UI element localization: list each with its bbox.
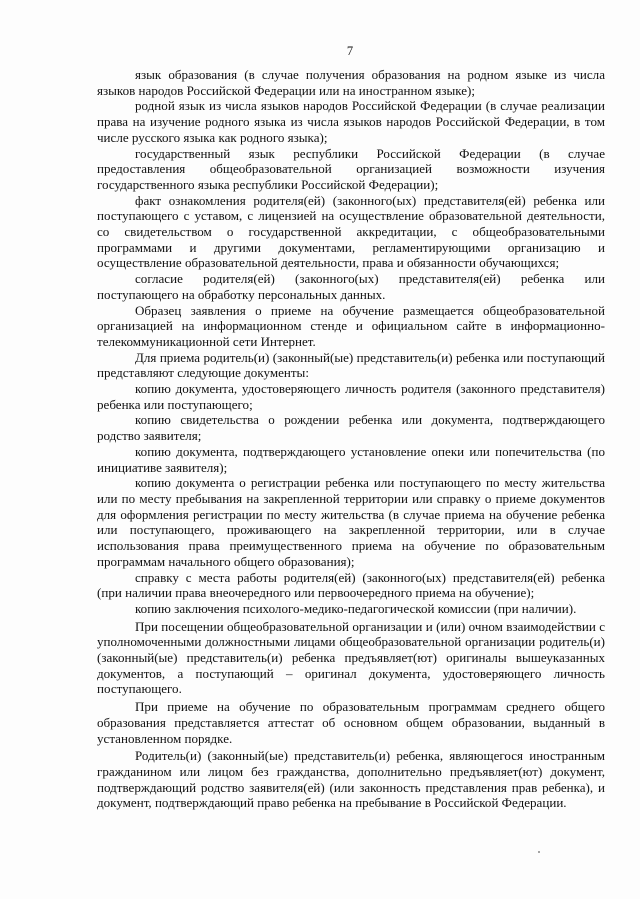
paragraph-registration: копию документа о регистрации ребенка или поступающего по месту жительства или по месту пребывания на закрепленной территории или справку о приеме документов для оформления регистрации по месту жительства (в случае приема на обучение ребенка или поступающего, проживающего на закрепленной территории, или в случае использования права преимущественного приема на обучение по образовательным программам начального общего образования); [97, 475, 605, 569]
paragraph-pmpk-conclusion: копию заключения психолого-медико-педагогической комиссии (при наличии). [135, 600, 577, 616]
paragraph-birth-certificate: копию свидетельства о рождении ребенка или документа, подтверждающего родство заявителя; [97, 412, 605, 444]
paragraph-consent: согласие родителя(ей) (законного(ых) представителя(ей) ребенка или поступающего на обработку персональных данных. [97, 271, 605, 302]
page-number: 7 [346, 44, 354, 58]
scan-speck [538, 851, 540, 853]
paragraph-identity-document: копию документа, удостоверяющего личность родителя (законного представителя) ребенка или поступающего; [97, 381, 605, 412]
paragraph-acquaintance-fact: факт ознакомления родителя(ей) (законного(ых) представителя(ей) ребенка или поступающего с уставом, с лицензией на осуществление образовательной деятельности, со свидетельством о государственной аккредитации, с общеобразовательными программами и другими документами, регламентирующими организацию и осуществление образовательной деятельности, права и обязанности обучающихся; [97, 192, 605, 271]
paragraph-employment-certificate: справку с места работы родителя(ей) (законного(ых) представителя(ей) ребенка (при наличии права внеочередного или первоочередного приема на обучение); [97, 569, 605, 601]
paragraph-state-language: государственный язык республики Российской Федерации (в случае предоставления общеобразовательной организацией возможности изучения государственного языка республики Российской Федерации); [97, 145, 605, 192]
paragraph-originals: При посещении общеобразовательной организации и (или) очном взаимодействии с уполномоченными должностными лицами общеобразовательной организации родитель(и) (законный(ые) представитель(и) ребенка предъявляет(ют) оригиналы вышеуказанных документов, а поступающий – оригинал документа, удостоверяющего личность поступающего. [97, 618, 605, 697]
paragraph-secondary-education: При приеме на обучение по образовательным программам среднего общего образования представляется аттестат об основном общем образовании, выданный в установленном порядке. [97, 699, 605, 746]
document-body [97, 67, 605, 811]
paragraph-documents-intro: Для приема родитель(и) (законный(ые) представитель(и) ребенка или поступающий представляют следующие документы: [97, 349, 605, 381]
paragraph-native-language: родной язык из числа языков народов Российской Федерации (в случае реализации права на изучение родного языка из числа языков народов Российской Федерации, в том числе русского языка как родного языка); [97, 98, 605, 145]
paragraph-language-of-education: язык образования (в случае получения образования на родном языке из числа языков народов Российской Федерации или на иностранном языке); [97, 67, 605, 98]
paragraph-guardianship: копию документа, подтверждающего установление опеки или попечительства (по инициативе заявителя); [97, 443, 605, 475]
paragraph-application-sample: Образец заявления о приеме на обучение размещается общеобразовательной организацией на информационном стенде и официальном сайте в информационно-телекоммуникационной сети Интернет. [97, 302, 605, 349]
paragraph-foreign-citizens: Родитель(и) (законный(ые) представитель(и) ребенка, являющегося иностранным гражданином или лицом без гражданства, дополнительно предъявляет(ют) документ, подтверждающий родство заявителя(ей) (или законность представления прав ребенка), и документ, подтверждающий право ребенка на пребывание в Российской Федерации. [97, 748, 605, 811]
